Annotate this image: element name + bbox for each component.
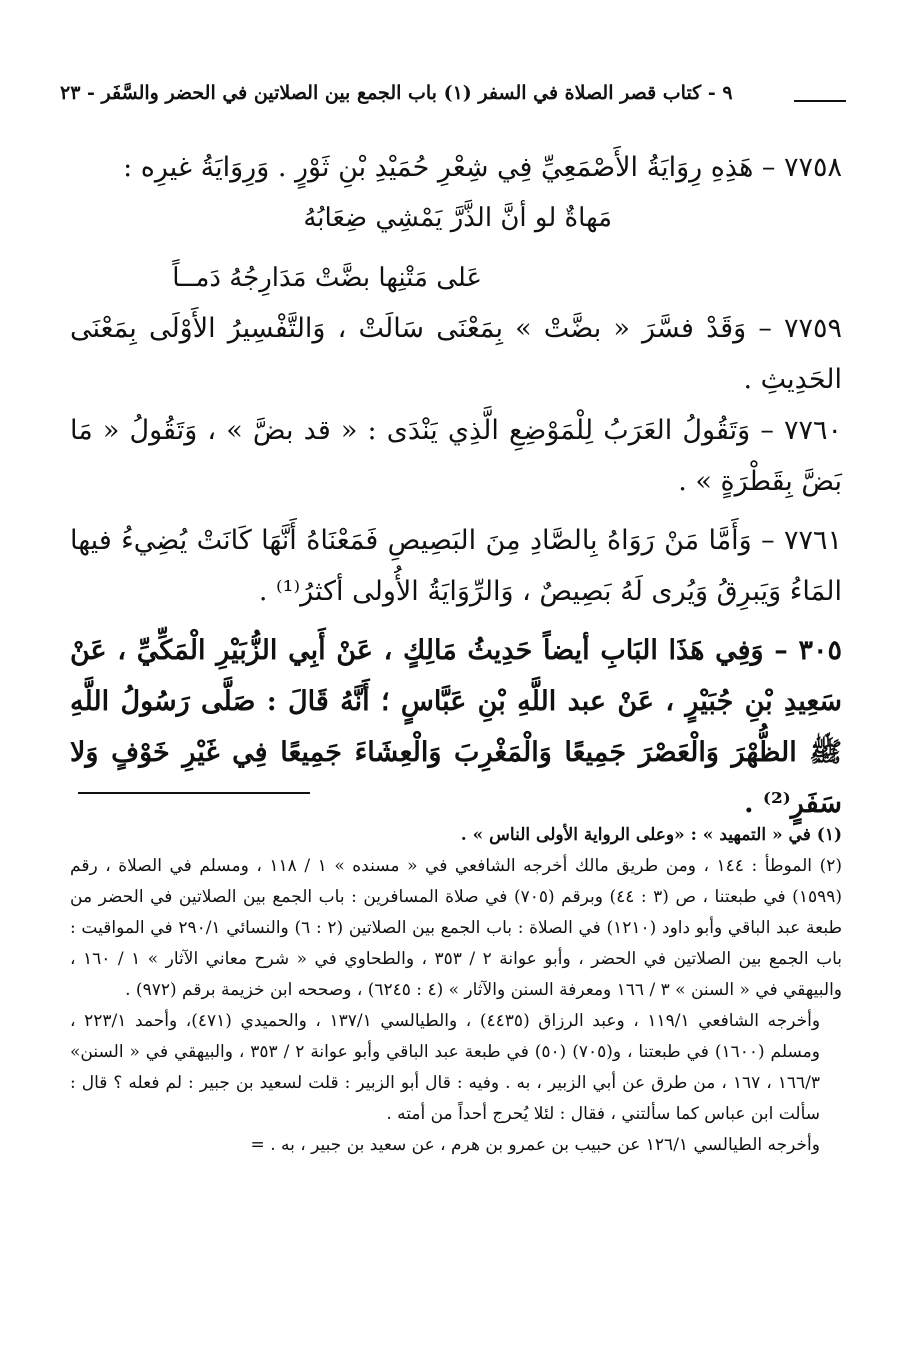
running-header: ٩ - كتاب قصر الصلاة في السفر (١) باب الجمع بين الصلاتين في الحضر والسَّفَر - ٢٣ <box>60 82 733 104</box>
footnote-rule <box>78 792 310 794</box>
verse-line-1: مَهاةٌ لو أنَّ الذَّرَّ يَمْشِي ضِعَابُهُ <box>303 203 612 233</box>
paragraph-7761: ٧٧٦١ – وَأَمَّا مَنْ رَوَاهُ بِالصَّادِ مِنَ البَصِيصِ فَمَعْنَاهُ أَنَّهَا كَانَتْ يُضِيءُ فيها المَاءُ وَيَبرِقُ وَيُرى لَهُ بَصِيصٌ ، وَالرِّوَايَةُ الأُولى أكثرُ⁽¹⁾ . <box>70 525 842 607</box>
footnotes <box>70 820 842 1161</box>
header-rule <box>794 100 846 102</box>
verse-line-2: عَلى مَتْنِها بضَّتْ مَدَارِجُهُ دَمــاً <box>172 263 482 293</box>
footnote-2: (٢) الموطأ : ١٤٤ ، ومن طريق مالك أخرجه الشافعي في « مسنده » ١ / ١١٨ ، ومسلم في الصلاة ، رقم (١٥٩٩) في طبعتنا ، ص (٣ : ٤٤) وبرقم (٧٠٥) في صلاة المسافرين : باب الجمع بين الصلاتين في الحضر من طبعة عبد الباقي وأبو داود (١٢١٠) في الصلاة : باب الجمع بين الصلاتين (٢ : ٦) والنسائي ٢٩٠/١ في المواقيت : باب الجمع بين الصلاتين في الحضر ، وأبو عوانة ٢ / ٣٥٣ ، والطحاوي في « شرح معاني الآثار » ١ / ١٦٠ ، والبيهقي في « السنن » ٣ / ١٦٦ ومعرفة السنن والآثار » (٤ : ٦٢٤٥) ، وصححه ابن خزيمة برقم (٩٧٢) . <box>70 856 842 1000</box>
footnote-2-last: وأخرجه الطيالسي ١٢٦/١ عن حبيب بن عمرو بن هرم ، عن سعيد بن جبير ، به . = <box>250 1135 820 1155</box>
paragraph-7759: ٧٧٥٩ – وَقَدْ فسَّرَ « بضَّتْ » بِمَعْنَى سَالَتْ ، وَالتَّفْسِيرُ الأَوْلَى بِمَعْنَى الحَدِيثِ . <box>70 313 842 395</box>
footnote-1: (١) في « التمهيد » : «وعلى الرواية الأولى الناس » . <box>460 825 842 845</box>
main-text <box>70 142 842 829</box>
footnote-2-continued: وأخرجه الشافعي ١١٩/١ ، وعبد الرزاق (٤٤٣٥) ، والطيالسي ١٣٧/١ ، والحميدي (٤٧١)، وأحمد ٢٢٣/١ ، ومسلم (١٦٠٠) في طبعتنا ، و(٧٠٥) (٥٠) في طبعة عبد الباقي وأبو عوانة ٢ / ٣٥٣ ، والبيهقي في « السنن» ١٦٦/٣ ، ١٦٧ ، من طرق عن أبي الزبير ، به . وفيه : قال أبو الزبير : قلت لسعيد بن جبير : لم فعله ؟ قال : سألت ابن عباس كما سألتني ، فقال : لئلا يُحرج أحداً من أمته . <box>70 1011 821 1124</box>
paragraph-7758: ٧٧٥٨ – هَذِهِ رِوَايَةُ الأَصْمَعِيِّ فِي شِعْرِ حُمَيْدِ بْنِ ثَوْرٍ . وَرِوَايَةُ غيرِه : <box>123 152 842 183</box>
paragraph-305: ٣٠٥ – وَفِي هَذَا البَابِ أيضاً حَدِيثُ مَالِكٍ ، عَنْ أَبِي الزُّبَيْرِ الْمَكِّيِّ ، عَنْ سَعِيدِ بْنِ جُبَيْرٍ ، عَنْ عبد اللَّهِ بْنِ عَبَّاسٍ ؛ أَنَّهُ قَالَ : صَلَّى رَسُولُ اللَّهِ ﷺ الظُّهْرَ وَالْعَصْرَ جَمِيعًا وَالْمَغْرِبَ وَالْعِشَاءَ جَمِيعًا فِي غَيْرِ خَوْفٍ وَلا سَفَرٍ⁽²⁾ . <box>70 635 842 819</box>
paragraph-7760: ٧٧٦٠ – وَتَقُولُ العَرَبُ لِلْمَوْضِعِ الَّذِي يَنْدَى : « قد بضَّ » ، وَتَقُولُ « مَا بَضَّ بِقَطْرَةٍ » . <box>70 415 842 497</box>
